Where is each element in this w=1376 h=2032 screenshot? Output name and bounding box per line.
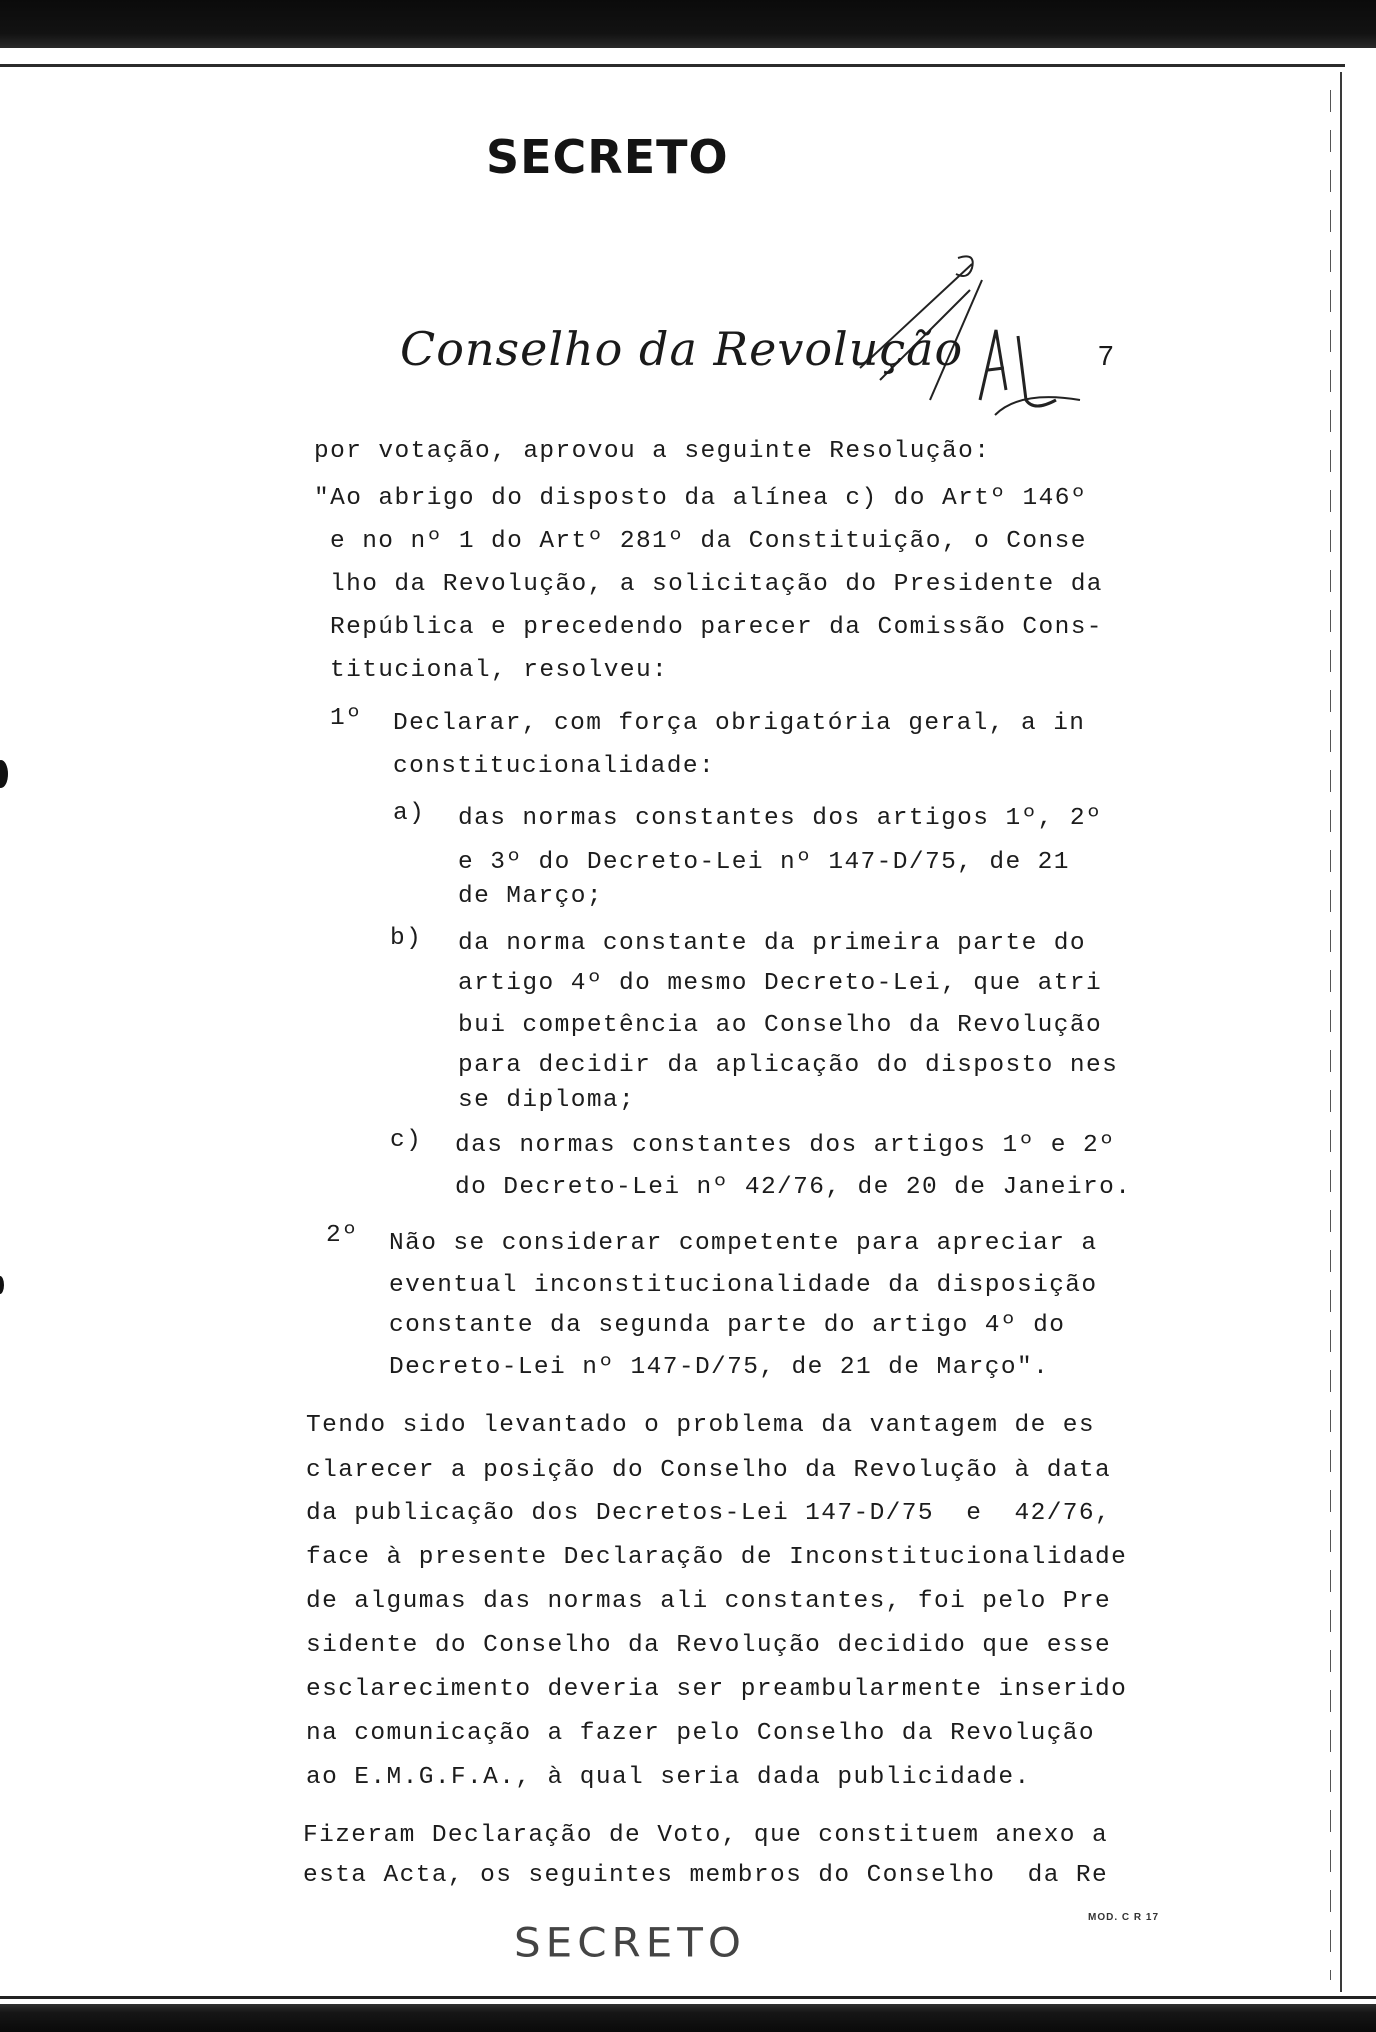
classification-stamp-bottom: SECRETO (514, 1919, 746, 1966)
subitem-line: das normas constantes dos artigos 1º e 2º (455, 1132, 1116, 1159)
item-line: eventual inconstitucionalidade da disposição (389, 1272, 1098, 1299)
subitem-line: das normas constantes dos artigos 1º, 2º (458, 805, 1103, 832)
item-line: Decreto-Lei nº 147-D/75, de 21 de Março". (389, 1354, 1050, 1381)
institution-letterhead: Conselho da Revolução (400, 322, 964, 376)
paragraph-line: clarecer a posição do Conselho da Revolução à data (306, 1457, 1112, 1484)
scan-edge-line-bottom (0, 1996, 1376, 1999)
paragraph-line: face à presente Declaração de Inconstitucionalidade (306, 1544, 1128, 1571)
resolution-line: titucional, resolveu: (330, 657, 669, 684)
intro-line: por votação, aprovou a seguinte Resolução: (314, 438, 991, 465)
subitem-line: de Março; (458, 883, 603, 910)
resolution-line: lho da Revolução, a solicitação do Presidente da (330, 571, 1103, 598)
subitem-line: para decidir da aplicação do disposto nes (458, 1052, 1119, 1079)
item-line: Não se considerar competente para apreciar a (389, 1230, 1098, 1257)
scan-edge-line-top (0, 64, 1345, 67)
scan-border-top (0, 0, 1376, 48)
subitem-line: do Decreto-Lei nº 42/76, de 20 de Janeiro. (455, 1174, 1132, 1201)
paragraph-line: Tendo sido levantado o problema da vantagem de es (306, 1412, 1096, 1439)
subitem-line: artigo 4º do mesmo Decreto-Lei, que atri (458, 970, 1103, 997)
subitem-letter: a) (393, 800, 426, 827)
form-code: MOD. C R 17 (1088, 1912, 1160, 1923)
subitem-line: se diploma; (458, 1087, 636, 1114)
page-number: 7 (1098, 340, 1114, 371)
item-number: 1º (330, 705, 363, 732)
paragraph-line: ao E.M.G.F.A., à qual seria dada publicidade. (306, 1764, 1031, 1791)
scan-edge-right (1340, 72, 1342, 1992)
paragraph-line: na comunicação a fazer pelo Conselho da Revolução (306, 1720, 1096, 1747)
subitem-letter: c) (390, 1127, 423, 1154)
paragraph-line: Fizeram Declaração de Voto, que constituem anexo a (303, 1822, 1109, 1849)
subitem-line: bui competência ao Conselho da Revolução (458, 1012, 1103, 1039)
item-line: constante da segunda parte do artigo 4º do (389, 1312, 1066, 1339)
item-line: constitucionalidade: (393, 753, 716, 780)
resolution-line: "Ao abrigo do disposto da alínea c) do Artº 146º (314, 485, 1087, 512)
punch-hole-mark (0, 1276, 4, 1294)
paragraph-line: esta Acta, os seguintes membros do Conselho da Re (303, 1862, 1109, 1889)
subitem-line: da norma constante da primeira parte do (458, 930, 1086, 957)
resolution-line: República e precedendo parecer da Comissão Cons- (330, 614, 1103, 641)
classification-stamp-top: SECRETO (486, 130, 729, 184)
subitem-line: e 3º do Decreto-Lei nº 147-D/75, de 21 (458, 849, 1070, 876)
item-number: 2º (326, 1222, 359, 1249)
punch-hole-mark (0, 760, 8, 788)
scan-edge-right-dashed (1330, 90, 1331, 1980)
paragraph-line: da publicação dos Decretos-Lei 147-D/75 e 42/76, (306, 1500, 1112, 1527)
subitem-letter: b) (390, 925, 423, 952)
paragraph-line: de algumas das normas ali constantes, foi pelo Pre (306, 1588, 1112, 1615)
scan-border-bottom (0, 2004, 1376, 2032)
paragraph-line: sidente do Conselho da Revolução decidido que esse (306, 1632, 1112, 1659)
item-line: Declarar, com força obrigatória geral, a in (393, 710, 1086, 737)
resolution-line: e no nº 1 do Artº 281º da Constituição, o Conse (330, 528, 1087, 555)
paragraph-line: esclarecimento deveria ser preambularmente inserido (306, 1676, 1128, 1703)
